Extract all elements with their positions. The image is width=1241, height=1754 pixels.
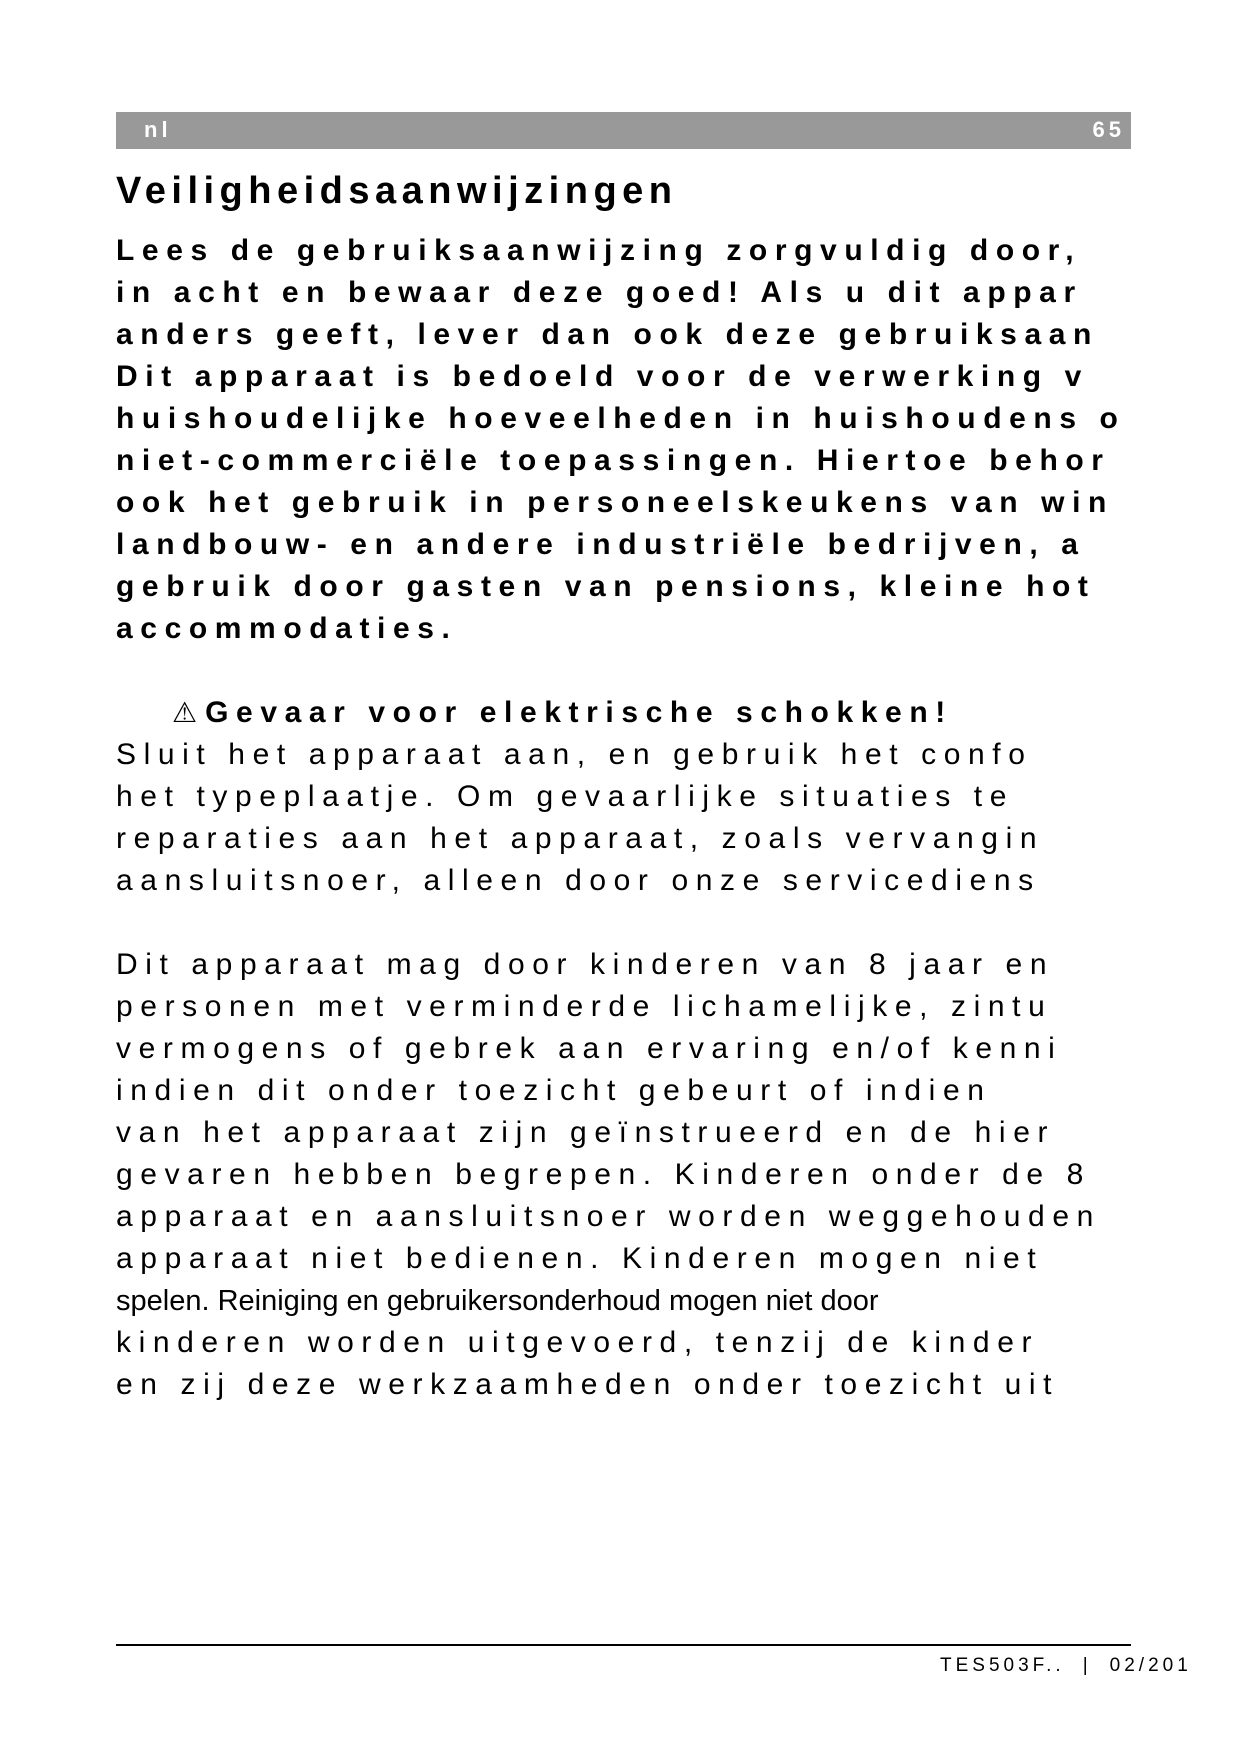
children-safety-paragraph-tail xyxy=(116,1322,1211,1406)
electric-safety-paragraph xyxy=(116,734,1211,902)
children-safety-paragraph xyxy=(116,944,1211,1280)
text-line: Sluit het apparaat aan, en gebruik het confo xyxy=(116,738,1033,771)
warning-heading xyxy=(116,692,1211,734)
text-line: het typeplaatje. Om gevaarlijke situaties te xyxy=(116,780,1015,813)
language-code: nl xyxy=(144,117,172,142)
text-line: apparaat en aansluitsnoer worden weggehouden xyxy=(116,1200,1101,1233)
text-line: Dit apparaat mag door kinderen van 8 jaar en xyxy=(116,948,1055,981)
text-line: Dit apparaat is bedoeld voor de verwerking v xyxy=(116,360,1089,393)
footer xyxy=(940,1655,1210,1677)
text-line: gebruik door gasten van pensions, kleine hot xyxy=(116,570,1096,603)
text-line: huishoudelijke hoeveelheden in huishoudens o xyxy=(116,402,1126,435)
text-line: van het apparaat zijn geïnstrueerd en de hier xyxy=(116,1116,1056,1149)
intro-paragraph xyxy=(116,230,1211,650)
section-title: Veiligheidsaanwijzingen xyxy=(116,170,678,212)
text-line: in acht en bewaar deze goed! Als u dit appar xyxy=(116,276,1083,309)
text-line: spelen. Reiniging en gebruikersonderhoud mogen niet door xyxy=(116,1285,879,1317)
page-number: 65 xyxy=(1092,117,1125,142)
footer-rule xyxy=(116,1644,1131,1646)
header-bar xyxy=(116,112,1131,149)
warning-triangle-icon: ⚠ xyxy=(172,697,198,728)
text-line: en zij deze werkzaamheden onder toezicht uit xyxy=(116,1368,1060,1401)
text-line: niet-commerciële toepassingen. Hiertoe behor xyxy=(116,444,1111,477)
text-line: anders geeft, lever dan ook deze gebruiksaan xyxy=(116,318,1099,351)
text-line: accommodaties. xyxy=(116,612,458,645)
content xyxy=(116,230,1211,1406)
text-line: kinderen worden uitgevoerd, tenzij de kinder xyxy=(116,1326,1040,1359)
text-line: ook het gebruik in personeelskeukens van win xyxy=(116,486,1114,519)
text-line: vermogens of gebrek aan ervaring en/of kenni xyxy=(116,1032,1063,1065)
text-line: gevaren hebben begrepen. Kinderen onder de 8 xyxy=(116,1158,1091,1191)
footer-separator: | xyxy=(1082,1655,1092,1676)
warning-text: Gevaar voor elektrische schokken! xyxy=(205,696,953,729)
text-line: Lees de gebruiksaanwijzing zorgvuldig door, xyxy=(116,234,1082,267)
footer-date: 02/201 xyxy=(1109,1655,1192,1676)
text-line: indien dit onder toezicht gebeurt of indien xyxy=(116,1074,992,1107)
model-number: TES503F.. xyxy=(940,1655,1065,1676)
text-line: landbouw- en andere industriële bedrijven, a xyxy=(116,528,1086,561)
text-line: apparaat niet bedienen. Kinderen mogen niet xyxy=(116,1242,1044,1275)
text-line: personen met verminderde lichamelijke, zintu xyxy=(116,990,1053,1023)
text-line: reparaties aan het apparaat, zoals vervangin xyxy=(116,822,1045,855)
text-line: aansluitsnoer, alleen door onze servicediens xyxy=(116,864,1041,897)
